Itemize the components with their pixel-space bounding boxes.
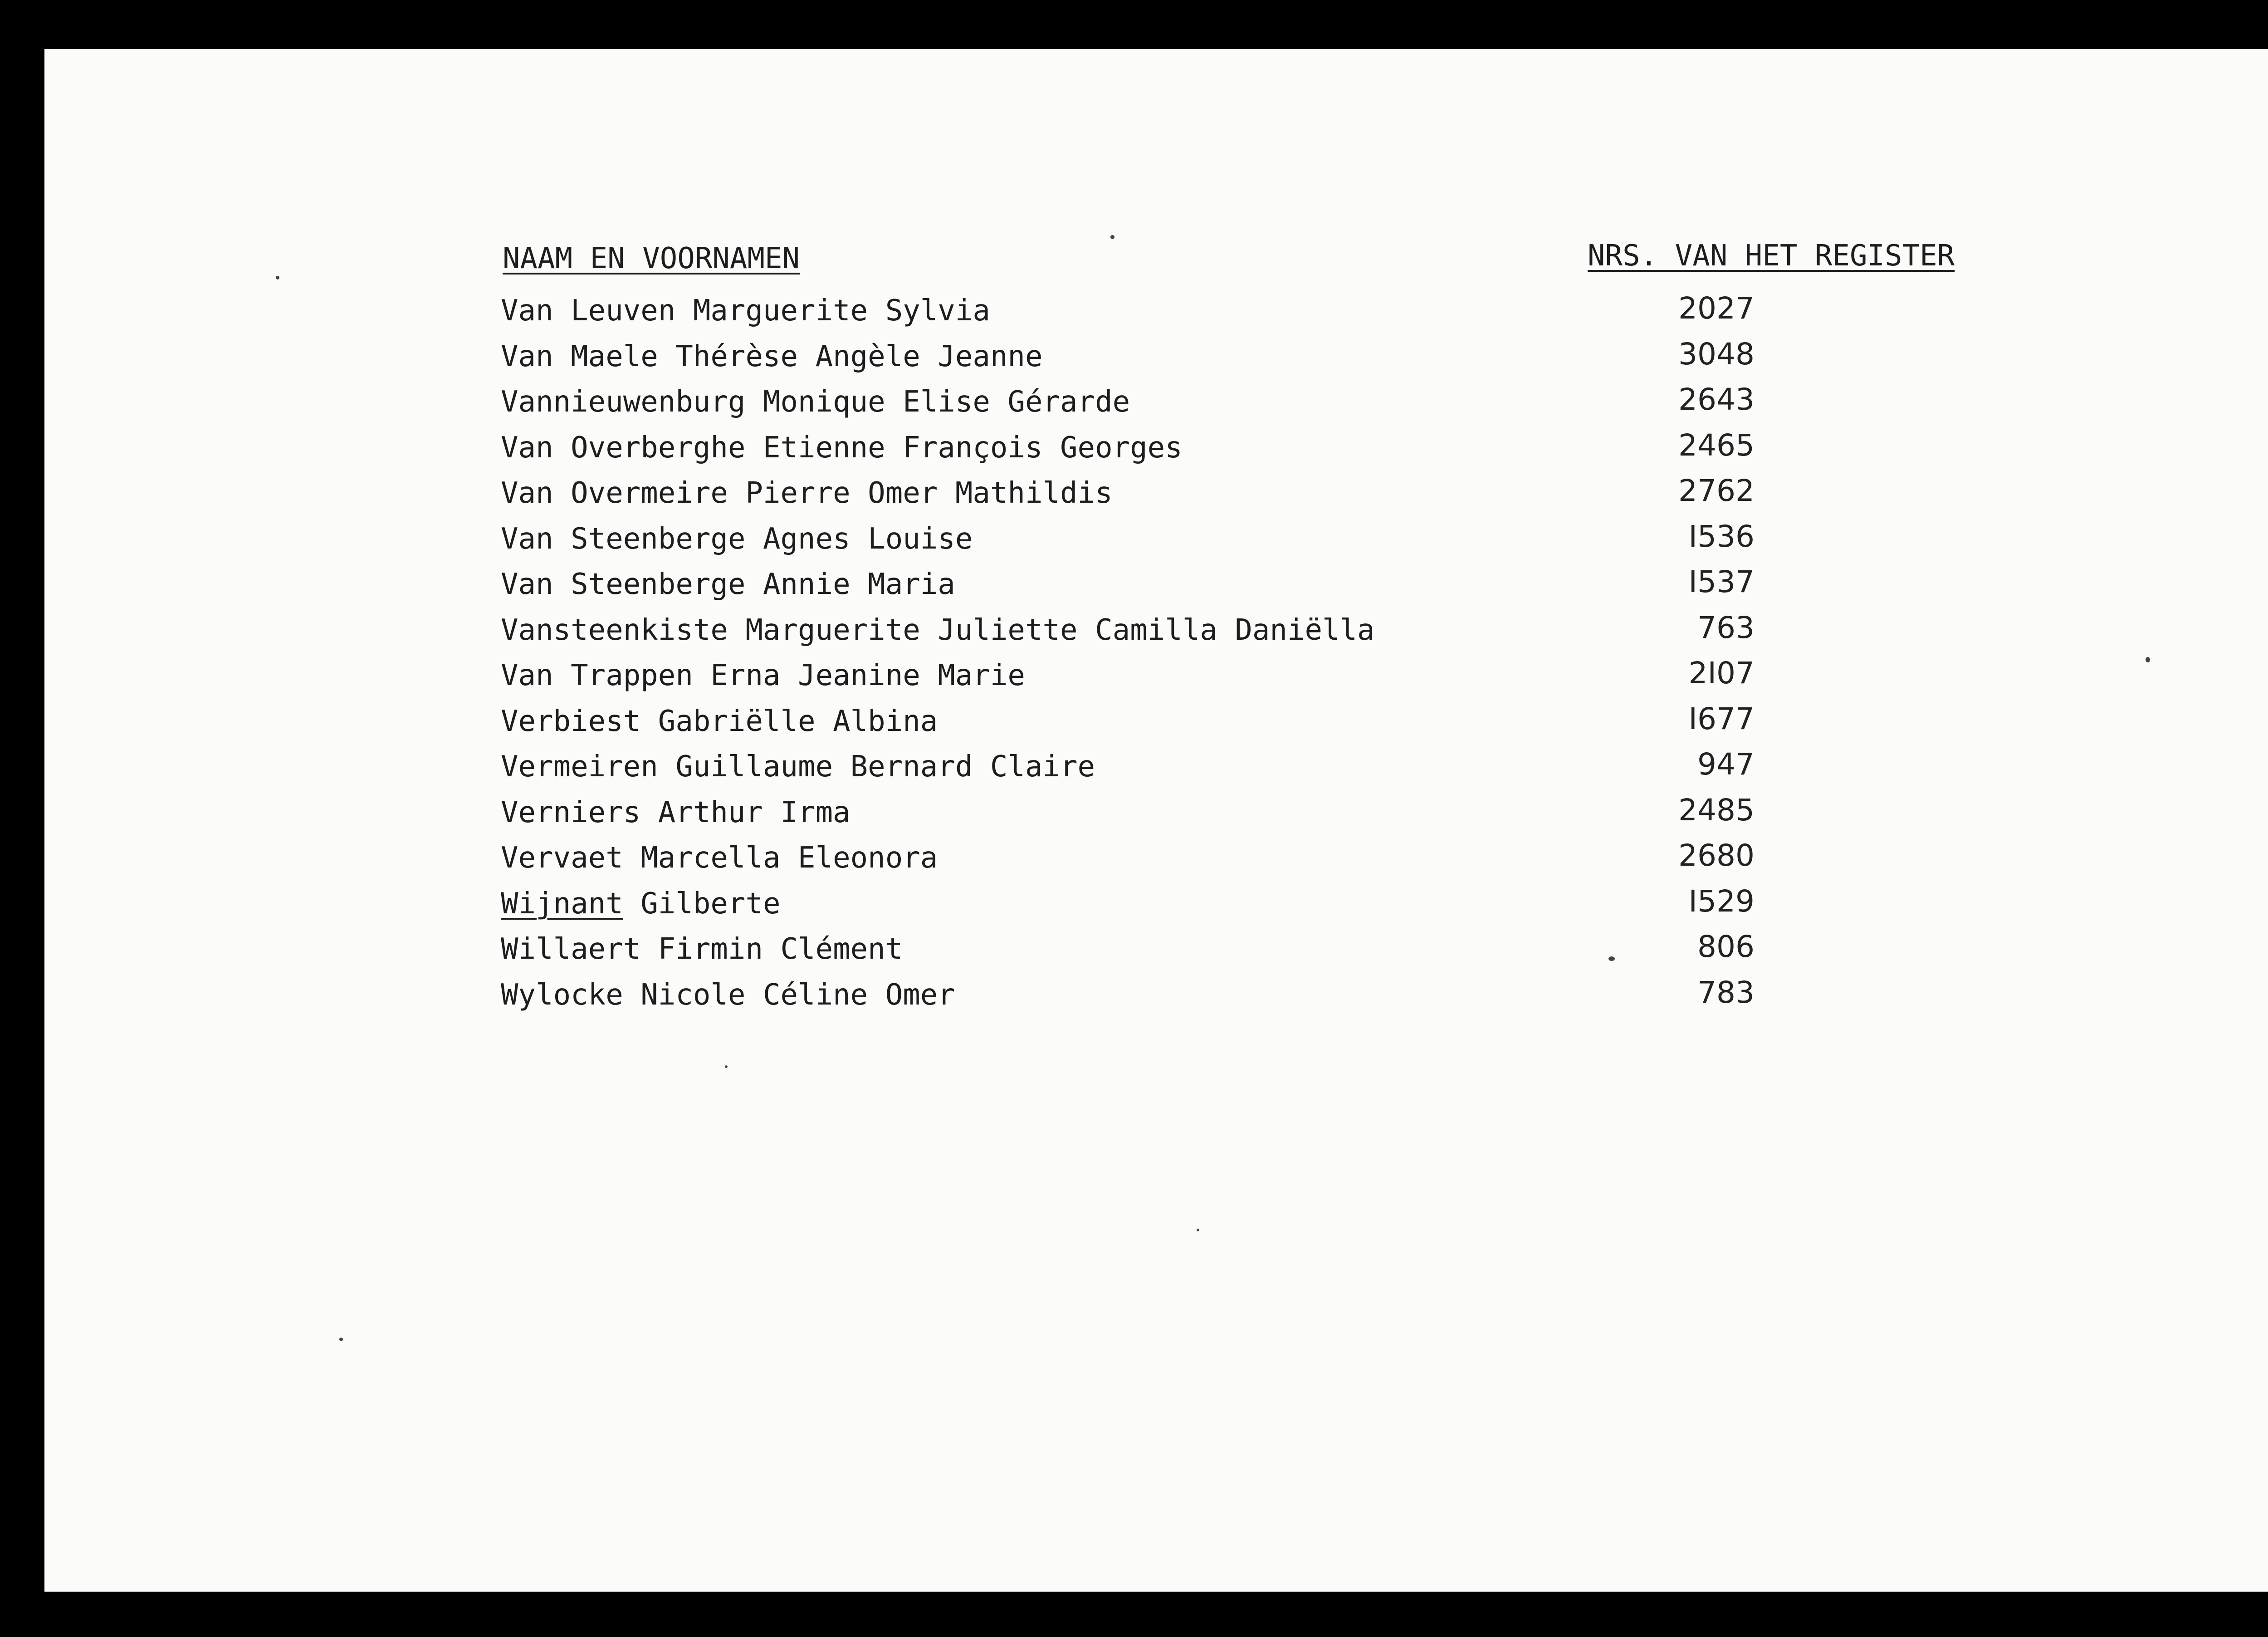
entry-name: Vannieuwenburg Monique Elise Gérarde [501,385,1130,419]
entry-name: Vansteenkiste Marguerite Juliette Camilla Daniëlla [501,613,1375,647]
entry-name [501,887,781,921]
entry-number: 2680 [1678,838,1755,873]
scan-speck [339,1338,343,1341]
entry-number: 763 [1697,610,1755,645]
entry-number: 2027 [1678,291,1755,326]
list-item [44,610,2268,657]
entry-number: I677 [1688,701,1755,736]
entry-number: 3048 [1678,337,1755,372]
list-item [44,975,2268,1021]
entry-name: Vermeiren Guillaume Bernard Claire [501,750,1095,784]
scan-speck [276,276,279,279]
list-item [44,382,2268,428]
column-header-name: NAAM EN VOORNAMEN [503,242,800,275]
scan-speck [725,1065,728,1068]
scan-speck [1197,1229,1199,1231]
list-item [44,337,2268,383]
entry-number: I529 [1688,884,1755,919]
list-item [44,519,2268,565]
entry-name: Vervaet Marcella Eleonora [501,841,938,875]
entry-number: 783 [1697,975,1755,1010]
entry-name-rest: Gilberte [623,887,781,921]
entry-number: 2762 [1678,473,1755,508]
entry-name: Van Leuven Marguerite Sylvia [501,294,990,328]
entry-name: Willaert Firmin Clément [501,932,903,966]
list-item [44,747,2268,793]
entry-number: 2I07 [1688,656,1755,691]
column-header-register-number: NRS. VAN HET REGISTER [1588,239,1955,273]
entry-number: 947 [1697,747,1755,782]
list-item [44,884,2268,930]
entry-name: Verniers Arthur Irma [501,796,850,829]
scan-speck [1608,956,1615,961]
entry-number: I537 [1688,564,1755,599]
entry-name: Van Steenberge Agnes Louise [501,522,973,556]
entry-number: 806 [1697,929,1755,964]
entry-name: Van Maele Thérèse Angèle Jeanne [501,340,1043,373]
entry-number: I536 [1688,519,1755,554]
list-item [44,428,2268,474]
entry-name: Van Overmeire Pierre Omer Mathildis [501,476,1113,510]
list-item [44,701,2268,748]
list-item [44,656,2268,702]
scan-speck [1110,235,1114,239]
list-item [44,473,2268,520]
entry-name: Van Overberghe Etienne François Georges [501,431,1183,465]
entry-name: Van Trappen Erna Jeanine Marie [501,659,1025,692]
entry-name: Verbiest Gabriëlle Albina [501,705,938,738]
list-item [44,564,2268,611]
entry-name: Wylocke Nicole Céline Omer [501,978,955,1012]
entry-number: 2643 [1678,382,1755,417]
entry-number: 2485 [1678,793,1755,828]
entry-name-underlined: Wijnant [501,887,623,921]
list-item [44,929,2268,975]
document-page [44,49,2268,1592]
list-item [44,291,2268,337]
entry-name: Van Steenberge Annie Maria [501,568,955,601]
register-list [44,49,2268,1592]
list-item [44,793,2268,839]
entry-number: 2465 [1678,428,1755,463]
list-item [44,838,2268,884]
scan-speck [2146,657,2150,662]
